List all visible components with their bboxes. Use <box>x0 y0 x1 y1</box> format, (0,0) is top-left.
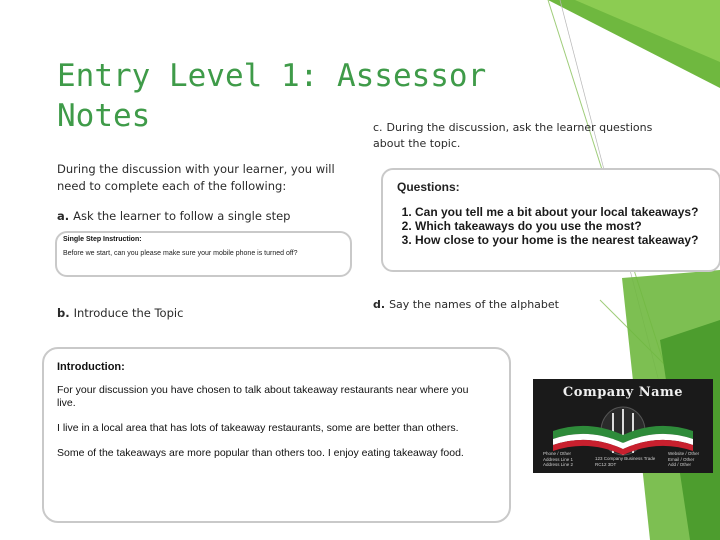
introduction-paragraph-3: Some of the takeaways are more popular than others too. I enjoy eating takeaway food. <box>57 447 464 459</box>
logo-line: Email / Other <box>668 456 695 462</box>
company-name: Company Name <box>562 385 684 400</box>
introduction-heading: Introduction: <box>57 361 125 373</box>
questions-box <box>381 168 720 272</box>
item-b <box>57 305 183 321</box>
question-item: 1. Can you tell me a bit about your local takeaways? <box>415 205 698 219</box>
logo-line: Phone / Other <box>543 451 572 456</box>
logo-right-text <box>668 451 699 468</box>
item-d-letter: d. <box>373 298 386 311</box>
item-a-text: Ask the learner to follow a single step <box>73 209 291 223</box>
question-item: 2. Which takeaways do you use the most? <box>415 219 698 233</box>
item-d-text: Say the names of the alphabet <box>389 298 559 311</box>
company-logo <box>533 379 713 473</box>
logo-left-text <box>543 451 573 468</box>
logo-line: RC12 3DT <box>595 461 617 467</box>
logo-line: Website / Other <box>668 451 700 456</box>
questions-list <box>397 205 698 247</box>
logo-line: Address Line 1 <box>543 456 574 462</box>
introduction-box <box>42 347 511 523</box>
item-b-letter: b. <box>57 306 70 320</box>
page-title: Entry Level 1: Assessor Notes <box>57 58 487 134</box>
intro-text: During the discussion with your learner, you will need to complete each of the following: <box>57 162 335 193</box>
questions-heading: Questions: <box>397 180 460 194</box>
item-c-text: During the discussion, ask the learner questions about the topic. <box>373 121 653 150</box>
logo-center-text <box>595 456 655 467</box>
item-a-letter: a. <box>57 209 70 223</box>
single-step-heading: Single Step Instruction: <box>63 236 142 243</box>
introduction-paragraph-2: I live in a local area that has lots of takeaway restaurants, some are better than others. <box>57 422 459 434</box>
single-step-text: Before we start, can you please make sure your mobile phone is turned off? <box>63 250 298 257</box>
introduction-paragraph-1: For your discussion you have chosen to talk about takeaway restaurants near where you live. <box>57 384 469 409</box>
item-b-text: Introduce the Topic <box>73 306 184 320</box>
single-step-box <box>55 231 352 277</box>
item-c-letter: c. <box>373 121 383 134</box>
question-item: 3. How close to your home is the nearest takeaway? <box>415 233 698 247</box>
item-c <box>373 120 673 152</box>
logo-line: Add / Other <box>668 462 692 467</box>
item-d <box>373 297 559 313</box>
logo-line: 123 Company Business Trade <box>595 456 656 461</box>
logo-line: Address Line 2 <box>543 462 574 467</box>
item-a <box>57 208 290 224</box>
